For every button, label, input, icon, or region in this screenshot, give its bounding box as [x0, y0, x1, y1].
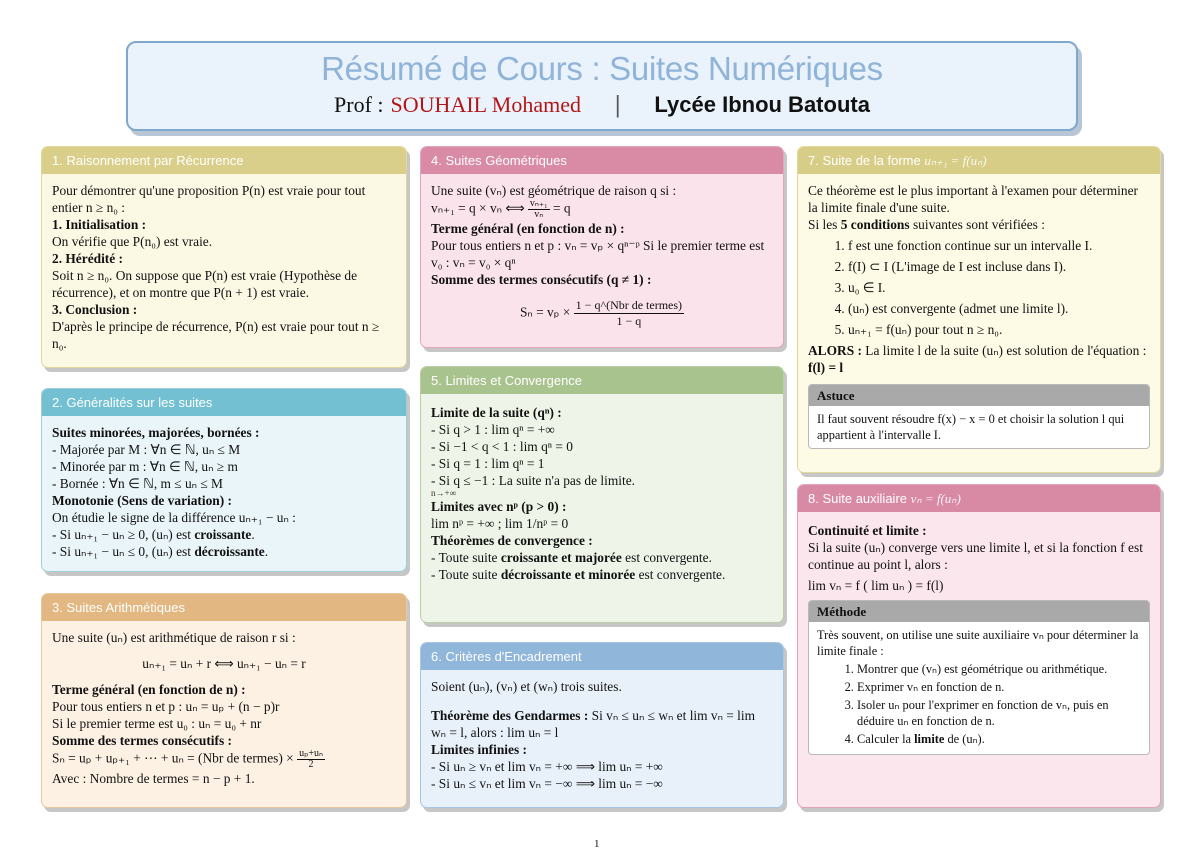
- section-heading: Limites infinies :: [431, 742, 527, 757]
- formula-text: Pour tous entiers n et p : vₙ = vₚ × qⁿ⁻ᵖ Si le premier terme est v₀ : vₙ = v₀ × qⁿ: [431, 238, 765, 270]
- intro-text: Pour démontrer qu'une proposition P(n) est vraie pour tout entier n ≥ n₀ :: [52, 183, 366, 215]
- bold-span: décroissante et minorée: [500, 567, 636, 582]
- bold-span: limite: [914, 732, 945, 746]
- fraction-numerator: 1 − q^(Nbr de termes): [575, 298, 683, 312]
- conditions-list: [808, 237, 1150, 338]
- tip-box: [808, 384, 1150, 449]
- bold-span: croissante et majorée: [500, 550, 622, 565]
- list-item: 3. u₀ ∈ I.: [848, 279, 1150, 296]
- box-title: 6. Critères d'Encadrement: [421, 643, 783, 670]
- box-title: 5. Limites et Convergence: [421, 367, 783, 394]
- sum-formula: [431, 298, 773, 329]
- tip-text: Il faut souvent résoudre f(x) − x = 0 et choisir la solution l qui appartient à l'intervalle I.: [817, 412, 1125, 442]
- text-span: = q: [549, 200, 571, 216]
- method-intro: Très souvent, on utilise une suite auxiliaire vₙ pour déterminer la limite finale :: [817, 628, 1139, 658]
- box-title: [798, 485, 1160, 512]
- intro-text: Une suite (uₙ) est arithmétique de raison r si :: [52, 630, 296, 645]
- title-text: 8. Suite auxiliaire: [808, 491, 911, 506]
- box-body: [798, 512, 1160, 765]
- intro-text: Soient (uₙ), (vₙ) et (wₙ) trois suites.: [431, 679, 622, 694]
- text-span: Si les: [808, 217, 841, 232]
- text-span: Si vₙ ≤ uₙ ≤ wₙ et lim vₙ = lim wₙ = l, alors : lim uₙ = l: [431, 708, 756, 740]
- box-body: [42, 174, 406, 358]
- body-text: Si la suite (uₙ) converge vers une limite l, et si la fonction f est continue au point l, alors :: [808, 540, 1143, 572]
- text-span: suivantes sont vérifiées :: [909, 217, 1045, 232]
- list-item: - Si q ≤ −1 : La suite n'a pas de limite.: [431, 473, 636, 488]
- box-body: [421, 670, 783, 798]
- list-item: [431, 566, 773, 583]
- step-text: D'après le principe de récurrence, P(n) est vraie pour tout n ≥ n₀.: [52, 319, 380, 351]
- page-number: 1: [594, 838, 600, 850]
- theorem-text: [431, 707, 773, 741]
- list-item: - Si uₙ ≥ vₙ et lim vₙ = +∞ ⟹ lim uₙ = +∞: [431, 759, 663, 774]
- formula-text: Pour tous entiers n et p : uₙ = uₚ + (n − p)r: [52, 699, 280, 714]
- tip-title: Astuce: [809, 385, 1149, 406]
- box-encadrement: [420, 642, 784, 808]
- box-arithmetiques: [41, 593, 407, 808]
- list-item: [431, 549, 773, 566]
- equation: lim vₙ = f ( lim uₙ ) = f(l): [808, 578, 944, 593]
- text-span: Sₙ = uₚ + uₚ₊₁ + ⋯ + uₙ = (Nbr de termes) ×: [52, 750, 298, 766]
- list-item: On étudie le signe de la différence uₙ₊₁ − uₙ :: [52, 510, 296, 525]
- list-item: - Si q = 1 : lim qⁿ = 1: [431, 456, 545, 471]
- fraction-denominator: vₙ: [534, 209, 544, 220]
- header-separator: |: [613, 93, 622, 118]
- text-span: est convergente.: [635, 567, 726, 582]
- document-header: [126, 41, 1078, 131]
- section-heading: Limites avec nᵖ (p > 0) :: [431, 499, 567, 514]
- title-math: vₙ = f(uₙ): [910, 491, 961, 506]
- box-body: [42, 621, 406, 793]
- method-box: [808, 600, 1150, 755]
- step-text: Soit n ≥ n₀. On suppose que P(n) est vraie (Hypothèse de récurrence), et on montre que P(n + 1) est vraie.: [52, 268, 358, 300]
- section-heading: Monotonie (Sens de variation) :: [52, 493, 233, 508]
- formula-text: [52, 749, 396, 770]
- bold-span: 5 conditions: [840, 217, 910, 232]
- text-span: de (uₙ).: [944, 732, 985, 746]
- prof-name: SOUHAIL Mohamed: [390, 92, 581, 117]
- text-span: - Si uₙ₊₁ − uₙ ≤ 0, (uₙ) est: [52, 544, 195, 559]
- conclusion-text: [808, 342, 1150, 376]
- text-span: La limite l de la suite (uₙ) est solution de l'équation :: [861, 343, 1147, 358]
- step-heading: 1. Initialisation :: [52, 217, 147, 232]
- box-title: [798, 147, 1160, 174]
- section-heading: Continuité et limite :: [808, 523, 927, 538]
- step-text: On vérifie que P(n₀) est vraie.: [52, 234, 213, 249]
- section-heading: Somme des termes consécutifs (q ≠ 1) :: [431, 272, 652, 287]
- box-geometriques: [420, 146, 784, 348]
- intro-text: Ce théorème est le plus important à l'examen pour déterminer la limite finale d'une suite.: [808, 183, 1138, 215]
- box-forme-recurrente: [797, 146, 1161, 473]
- list-item: 1. f est une fonction continue sur un intervalle I.: [848, 237, 1150, 254]
- box-title: 1. Raisonnement par Récurrence: [42, 147, 406, 174]
- section-heading: Théorèmes de convergence :: [431, 533, 593, 548]
- list-item: [857, 731, 1141, 747]
- list-item: - Si −1 < q < 1 : lim qⁿ = 0: [431, 439, 573, 454]
- bold-span: ALORS :: [808, 343, 862, 358]
- intro-text: Une suite (vₙ) est géométrique de raison q si :: [431, 183, 677, 198]
- formula-text: Si le premier terme est u₀ : uₙ = u₀ + nr: [52, 716, 262, 731]
- list-item: - Bornée : ∀n ∈ ℕ, m ≤ uₙ ≤ M: [52, 476, 223, 491]
- equation: uₙ₊₁ = uₙ + r ⟺ uₙ₊₁ − uₙ = r: [142, 656, 306, 671]
- title-math: uₙ₊₁ = f(uₙ): [924, 153, 987, 168]
- method-body: [809, 622, 1149, 754]
- list-item: 3. Isoler uₙ pour l'exprimer en fonction de vₙ, puis en déduire uₙ en fonction de n.: [857, 697, 1141, 729]
- section-heading: Somme des termes consécutifs :: [52, 733, 232, 748]
- box-title: 2. Généralités sur les suites: [42, 389, 406, 416]
- box-limites: [420, 366, 784, 623]
- list-item: 1. Montrer que (vₙ) est géométrique ou arithmétique.: [857, 661, 1141, 677]
- formula-text: Avec : Nombre de termes = n − p + 1.: [52, 771, 255, 786]
- conditions-text: [808, 216, 1150, 233]
- text-span: - Si uₙ₊₁ − uₙ ≥ 0, (uₙ) est: [52, 527, 195, 542]
- title-text: 7. Suite de la forme: [808, 153, 925, 168]
- box-generalites: [41, 388, 407, 572]
- text-span: - Toute suite: [431, 567, 501, 582]
- step-heading: 2. Hérédité :: [52, 251, 124, 266]
- fraction-numerator: vₙ₊₁: [529, 198, 548, 209]
- list-item: 2. Exprimer vₙ en fonction de n.: [857, 679, 1141, 695]
- method-title: Méthode: [809, 601, 1149, 622]
- limit-subscript: n→+∞: [431, 488, 456, 498]
- list-item: - Majorée par M : ∀n ∈ ℕ, uₙ ≤ M: [52, 442, 241, 457]
- box-body: [421, 394, 783, 589]
- fraction-denominator: 1 − q: [616, 314, 642, 328]
- section-heading: Théorème des Gendarmes :: [431, 708, 589, 723]
- list-item: lim nᵖ = +∞ ; lim 1/nᵖ = 0: [431, 516, 569, 531]
- fraction: [297, 749, 325, 770]
- fraction: [528, 199, 550, 220]
- list-item: 4. (uₙ) est convergente (admet une limite l).: [848, 300, 1150, 317]
- box-title: 3. Suites Arithmétiques: [42, 594, 406, 621]
- box-recurrence: [41, 146, 407, 368]
- text-span: est convergente.: [621, 550, 712, 565]
- prof-label: Prof :: [334, 92, 384, 117]
- list-item: - Minorée par m : ∀n ∈ ℕ, uₙ ≥ m: [52, 459, 238, 474]
- list-item: 2. f(I) ⊂ I (L'image de I est incluse dans I).: [848, 258, 1150, 275]
- box-body: [421, 174, 783, 335]
- box-title: 4. Suites Géométriques: [421, 147, 783, 174]
- box-body: [798, 174, 1160, 459]
- text-span: - Toute suite: [431, 550, 501, 565]
- list-item: - Si uₙ₊₁ − uₙ ≤ 0, (uₙ) est décroissante.: [52, 544, 269, 559]
- section-heading: Terme général (en fonction de n) :: [52, 682, 246, 697]
- step-heading: 3. Conclusion :: [52, 302, 138, 317]
- box-body: [42, 416, 406, 566]
- list-item: - Si q > 1 : lim qⁿ = +∞: [431, 422, 555, 437]
- bold-span: croissante: [194, 527, 252, 542]
- section-heading: Limite de la suite (qⁿ) :: [431, 405, 562, 420]
- fraction: [574, 298, 684, 329]
- text-span: Calculer la: [857, 732, 915, 746]
- text-span: Sₙ = vₚ ×: [519, 304, 574, 320]
- text-span: vₙ₊₁ = q × vₙ ⟺: [431, 200, 528, 216]
- fraction-numerator: uₚ+uₙ: [299, 748, 323, 759]
- box-suite-auxiliaire: [797, 484, 1161, 808]
- equation: [431, 199, 773, 220]
- section-heading: Suites minorées, majorées, bornées :: [52, 425, 260, 440]
- method-steps: [817, 661, 1141, 747]
- bold-span: décroissante: [194, 544, 265, 559]
- fraction-denominator: 2: [308, 759, 314, 770]
- document-title: Résumé de Cours : Suites Numériques: [321, 50, 883, 87]
- document-subtitle: [128, 90, 1076, 121]
- list-item: - Si uₙ₊₁ − uₙ ≥ 0, (uₙ) est croissante.: [52, 527, 255, 542]
- list-item: 5. uₙ₊₁ = f(uₙ) pour tout n ≥ n₀.: [848, 321, 1150, 338]
- bold-span: f(l) = l: [808, 360, 844, 375]
- section-heading: Terme général (en fonction de n) :: [431, 221, 625, 236]
- school-name: Lycée Ibnou Batouta: [654, 92, 870, 117]
- list-item: - Si uₙ ≤ vₙ et lim vₙ = −∞ ⟹ lim uₙ = −∞: [431, 776, 663, 791]
